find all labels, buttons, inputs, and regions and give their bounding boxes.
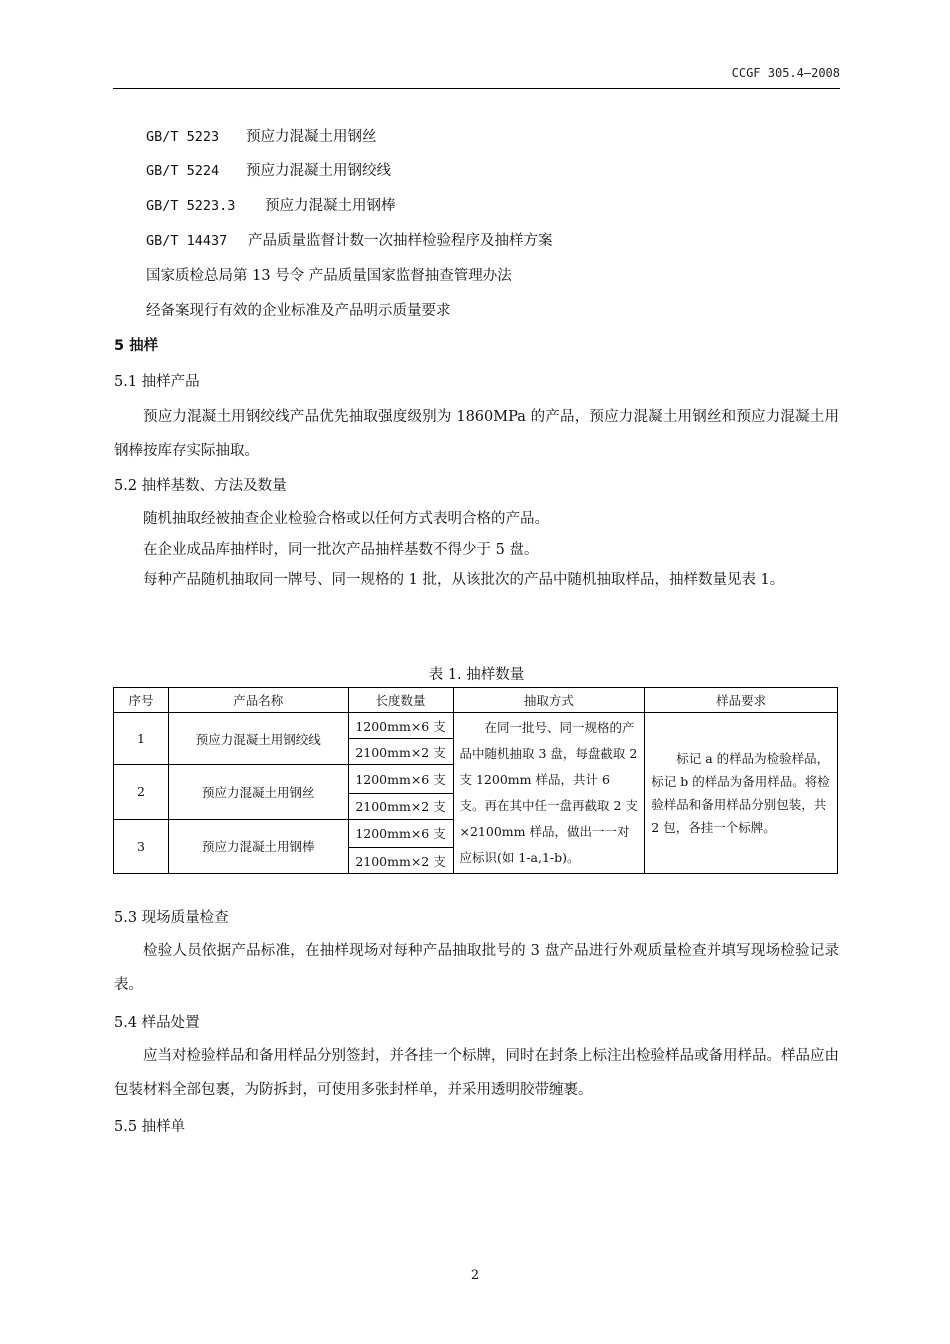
section-5-2-para-2: 在企业成品库抽样时，同一批次产品抽样基数不得少于 5 盘。 [143, 542, 539, 558]
reference-title: 预应力混凝土用钢绞线 [246, 163, 391, 179]
reference-item: 国家质检总局第 13 号令 产品质量国家监督抽查管理办法 [146, 268, 512, 284]
reference-code: GB/T 5223.3 [146, 198, 236, 214]
header-requirement: 样品要求 [645, 688, 838, 713]
reference-item [146, 127, 377, 147]
section-5-1-text: 预应力混凝土用钢绞线产品优先抽取强度级别为 1860MPa 的产品，预应力混凝土用钢丝和预应力混凝土用钢棒按库存实际抽取。 [114, 409, 839, 459]
reference-title: 产品质量监督计数一次抽样检验程序及抽样方案 [248, 233, 553, 249]
row-product-name: 预应力混凝土用钢绞线 [168, 713, 348, 765]
row-no: 2 [114, 765, 169, 820]
sampling-method-cell: 在同一批号、同一规格的产品中随机抽取 3 盘，每盘截取 2 支 1200mm 样品，共计 6 支。再在其中任一盘再截取 2 支×2100mm 样品，做出一一对应标识(如 1-a,1-b)。 [453, 713, 645, 874]
sample-requirement-cell: 标记 a 的样品为检验样品，标记 b 的样品为备用样品。将检验样品和备用样品分别包装，共 2 包，各挂一个标牌。 [645, 713, 838, 874]
reference-title: 预应力混凝土用钢丝 [246, 129, 377, 145]
section-5-4-text: 应当对检验样品和备用样品分别签封，并各挂一个标牌，同时在封条上标注出检验样品或备用样品。样品应由包装材料全部包裹，为防拆封，可使用多张封样单，并采用透明胶带缠裹。 [114, 1048, 839, 1098]
section-5-4-title: 5.4 样品处置 [114, 1015, 200, 1031]
row-length-2: 2100mm×2 支 [348, 739, 453, 765]
row-no: 1 [114, 713, 169, 765]
row-length-2: 2100mm×2 支 [348, 793, 453, 819]
row-length-1: 1200mm×6 支 [348, 765, 453, 794]
section-5-3-text: 检验人员依据产品标准，在抽样现场对每种产品抽取批号的 3 盘产品进行外观质量检查并填写现场检验记录表。 [114, 943, 839, 993]
table-header-row [114, 688, 838, 713]
document-code: CCGF 305.4—2008 [731, 66, 840, 80]
section-5-3-title: 5.3 现场质量检查 [114, 910, 229, 926]
header-no: 序号 [114, 688, 169, 713]
sampling-table [113, 687, 838, 874]
row-product-name: 预应力混凝土用钢丝 [168, 765, 348, 820]
header-method: 抽取方式 [453, 688, 645, 713]
reference-item [146, 196, 396, 216]
reference-code: GB/T 14437 [146, 233, 228, 249]
table-row [114, 713, 838, 739]
header-length-qty: 长度数量 [348, 688, 453, 713]
reference-item: 经备案现行有效的企业标准及产品明示质量要求 [146, 303, 451, 319]
reference-title: 预应力混凝土用钢棒 [265, 198, 396, 214]
header-product-name: 产品名称 [168, 688, 348, 713]
reference-code: GB/T 5223 [146, 129, 220, 145]
reference-item [146, 161, 391, 181]
section-5-2-para-1: 随机抽取经被抽查企业检验合格或以任何方式表明合格的产品。 [143, 511, 549, 527]
row-length-1: 1200mm×6 支 [348, 819, 453, 848]
section-5-1-title: 5.1 抽样产品 [114, 374, 200, 390]
section-5-2-para-3: 每种产品随机抽取同一牌号、同一规格的 1 批，从该批次的产品中随机抽取样品，抽样数量见表 1。 [143, 572, 785, 588]
page-number: 2 [470, 1268, 480, 1283]
reference-item [146, 231, 553, 251]
section-5-2-title: 5.2 抽样基数、方法及数量 [114, 478, 287, 494]
section-5-title: 5 抽样 [114, 338, 159, 354]
row-no: 3 [114, 819, 169, 874]
row-length-1: 1200mm×6 支 [348, 713, 453, 739]
section-5-5-title: 5.5 抽样单 [114, 1119, 186, 1135]
reference-code: GB/T 5224 [146, 163, 220, 179]
row-product-name: 预应力混凝土用钢棒 [168, 819, 348, 874]
row-length-2: 2100mm×2 支 [348, 848, 453, 874]
header-rule [113, 88, 840, 89]
table-caption: 表 1. 抽样数量 [428, 667, 525, 683]
